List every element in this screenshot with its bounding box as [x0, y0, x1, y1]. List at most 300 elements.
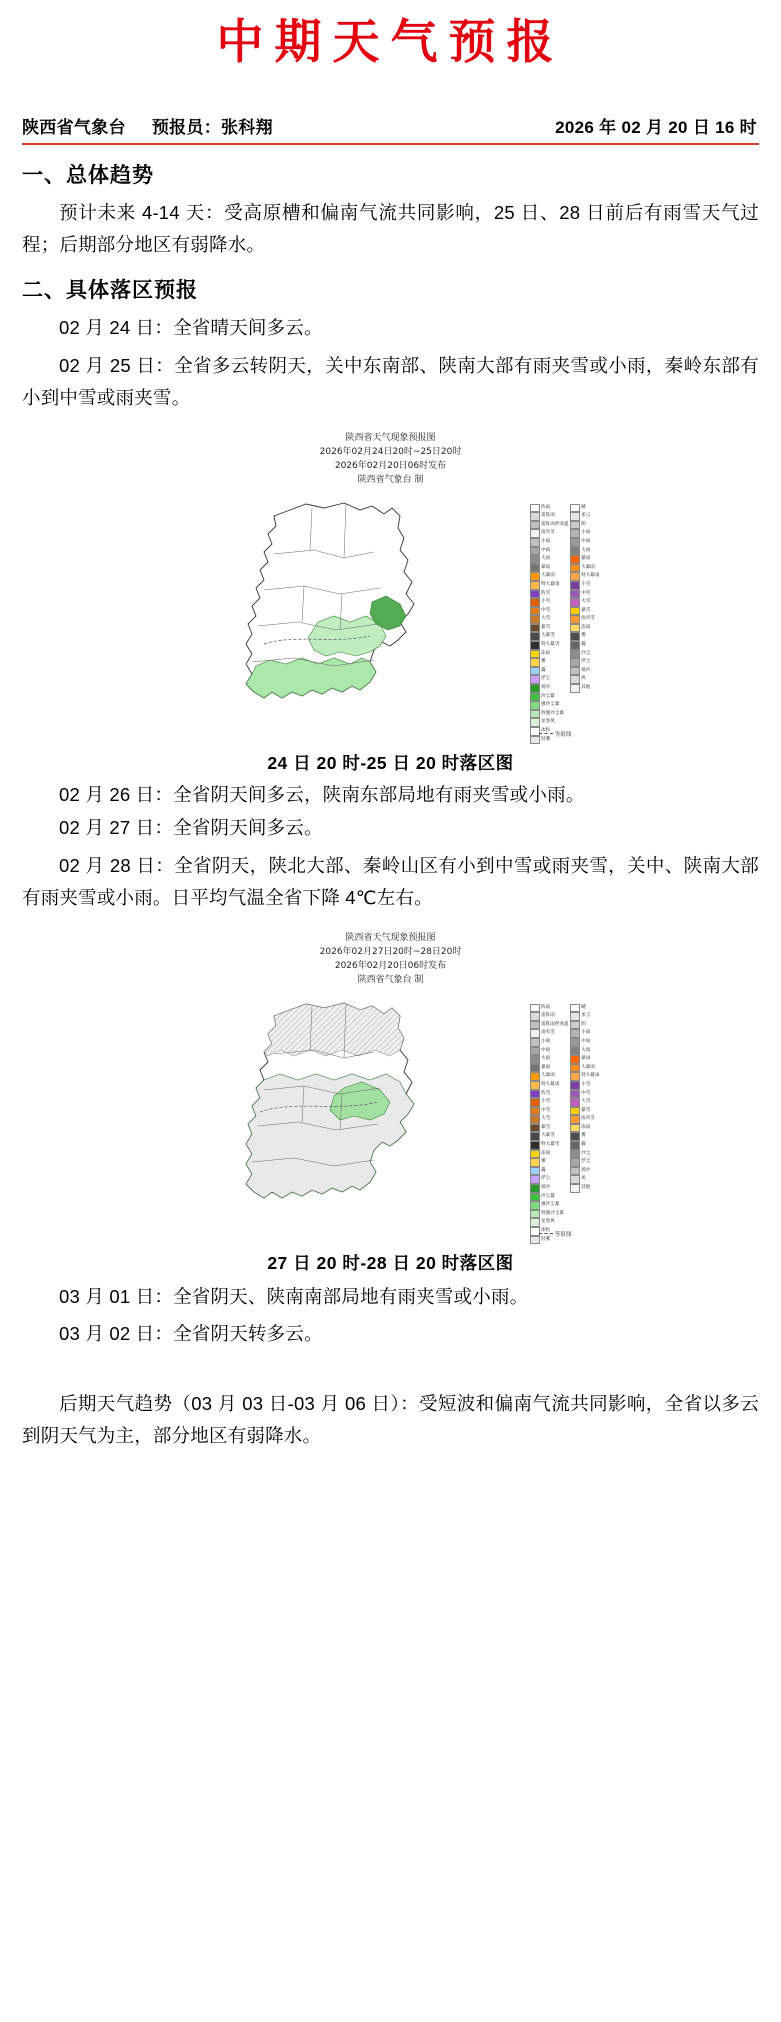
legend-item	[530, 658, 569, 667]
legend-swatch	[570, 1150, 580, 1159]
legend-label: 雷阵雨	[541, 1013, 555, 1019]
legend-item	[570, 650, 600, 659]
legend-item	[570, 1141, 600, 1150]
legend-swatch	[530, 1055, 540, 1064]
legend-swatch	[530, 1047, 540, 1056]
map-2-body	[176, 994, 606, 1244]
legend-swatch	[570, 675, 580, 684]
map-2-header	[176, 924, 606, 988]
legend-label: 霾	[541, 1167, 546, 1173]
legend-swatch	[570, 590, 580, 599]
legend-item	[570, 658, 600, 667]
legend-item	[570, 564, 600, 573]
legend-label: 大暴雨	[541, 573, 555, 579]
document-meta-row	[22, 79, 759, 145]
forecaster-label: 预报员：张科翔	[151, 117, 273, 137]
legend-swatch	[570, 1021, 580, 1030]
legend-swatch	[570, 1072, 580, 1081]
legend-swatch	[570, 529, 580, 538]
legend-label: 特大暴雨	[541, 581, 560, 587]
legend-swatch	[570, 581, 580, 590]
legend-item	[570, 504, 600, 513]
legend-item	[530, 529, 569, 538]
legend-item	[530, 632, 569, 641]
legend-swatch	[530, 1098, 540, 1107]
legend-label: 小雪	[581, 581, 591, 587]
legend-swatch	[530, 1184, 540, 1193]
legend-label: 雾	[541, 659, 546, 665]
legend-item	[530, 607, 569, 616]
legend-label: 中雪	[541, 1107, 551, 1113]
legend-label: 暴雪	[581, 607, 591, 613]
legend-label: 大雨	[541, 1056, 551, 1062]
map-2-caption: 27 日 20 时-28 日 20 时落区图	[267, 1252, 514, 1273]
dashed-line-icon	[539, 733, 553, 734]
legend-item	[530, 581, 569, 590]
legend-item	[570, 675, 600, 684]
legend-label: 雨夹雪	[581, 616, 595, 622]
legend-item	[530, 1098, 569, 1107]
legend-label: 龙卷风	[541, 719, 555, 725]
legend-item	[530, 718, 569, 727]
forecast-day-0225: 02 月 25 日：全省多云转阴天，关中东南部、陕南大部有雨夹雪或小雨，秦岭东部有小到中雪或雨夹雪。	[22, 355, 759, 408]
map-2-legend	[530, 1004, 600, 1245]
legend-label: 大暴雪	[541, 1133, 555, 1139]
legend-label: 冰粒	[541, 1228, 551, 1233]
contour-note-label: 等值线	[554, 1231, 572, 1238]
legend-item	[530, 504, 569, 513]
legend-item	[570, 632, 600, 641]
legend-label: 中雨	[581, 1038, 591, 1044]
legend-label: 小雨	[541, 538, 551, 544]
legend-label: 扬沙	[541, 1185, 551, 1191]
legend-item	[530, 521, 569, 530]
legend-swatch	[530, 641, 540, 650]
legend-item	[570, 1175, 600, 1184]
legend-item	[570, 581, 600, 590]
legend-label: 强沙尘暴	[541, 1202, 560, 1208]
legend-label: 冻雨	[581, 624, 591, 630]
legend-item	[530, 1132, 569, 1141]
legend-label: 其他	[581, 1185, 591, 1191]
legend-swatch	[570, 624, 580, 633]
legend-label: 小雪	[541, 599, 551, 605]
legend-swatch	[570, 1107, 580, 1116]
legend-swatch	[530, 521, 540, 530]
legend-swatch	[530, 1004, 540, 1013]
legend-label: 雨夹雪	[541, 1030, 555, 1036]
legend-swatch	[570, 504, 580, 513]
legend-label: 大暴雨	[581, 564, 595, 570]
legend-swatch	[530, 693, 540, 702]
forecast-day-0224: 02 月 24 日：全省晴天间多云。	[59, 317, 323, 339]
legend-swatch	[570, 1038, 580, 1047]
legend-item	[570, 590, 600, 599]
legend-label: 阴	[581, 1021, 586, 1027]
legend-label: 特大暴雪	[541, 642, 560, 648]
legend-item	[530, 1175, 569, 1184]
legend-label: 沙尘	[581, 1150, 591, 1156]
legend-item	[570, 1072, 600, 1081]
legend-swatch	[530, 590, 540, 599]
section-heading-overall-trend: 一、总体趋势	[22, 163, 154, 187]
legend-item	[530, 1047, 569, 1056]
issuer-label: 陕西省气象台	[22, 117, 126, 137]
map-2-legend-column-left	[530, 1004, 569, 1245]
legend-swatch	[530, 1141, 540, 1150]
legend-label: 雾	[541, 1159, 546, 1165]
legend-label: 雾	[581, 1133, 586, 1139]
legend-item	[570, 1107, 600, 1116]
legend-swatch	[570, 1132, 580, 1141]
legend-item	[570, 1029, 600, 1038]
legend-label: 暴雨	[541, 564, 551, 570]
legend-item	[570, 1081, 600, 1090]
forecast-day-0302: 03 月 02 日：全省阴天转多云。	[59, 1323, 323, 1345]
legend-label: 浮尘	[581, 659, 591, 665]
legend-swatch	[530, 1012, 540, 1021]
legend-item	[530, 624, 569, 633]
legend-label: 中雪	[541, 607, 551, 613]
legend-label: 大雨	[581, 1047, 591, 1053]
legend-swatch	[570, 1115, 580, 1124]
legend-swatch	[570, 641, 580, 650]
legend-swatch	[530, 1107, 540, 1116]
legend-label: 冰粒	[541, 728, 551, 733]
legend-swatch	[530, 581, 540, 590]
legend-label: 龙卷风	[541, 1219, 555, 1225]
map-1-header-line-4: 陕西省气象台 制	[357, 474, 424, 485]
legend-swatch	[570, 1064, 580, 1073]
legend-item	[570, 598, 600, 607]
legend-swatch	[570, 1055, 580, 1064]
legend-item	[530, 1021, 569, 1030]
map-1-legend	[530, 504, 600, 745]
legend-swatch	[530, 529, 540, 538]
legend-item	[570, 521, 600, 530]
forecast-day-0228: 02 月 28 日：全省阴天，陕北大部、秦岭山区有小到中雪或雨夹雪，关中、陕南大部有雨夹雪或小雨。日平均气温全省下降 4℃左右。	[22, 855, 759, 908]
legend-label: 小雨	[581, 530, 591, 536]
forecast-map-figure-2	[22, 924, 759, 1275]
legend-label: 特大暴雨	[581, 1073, 600, 1079]
legend-label: 冻雨	[541, 650, 551, 656]
legend-swatch	[570, 521, 580, 530]
legend-label: 扬沙	[581, 1167, 591, 1173]
legend-item	[530, 512, 569, 521]
legend-item	[530, 1158, 569, 1167]
legend-label: 冻雨	[581, 1124, 591, 1130]
legend-label: 特强沙尘暴	[541, 710, 565, 716]
legend-swatch	[570, 1004, 580, 1013]
legend-swatch	[570, 555, 580, 564]
forecast-day-0226: 02 月 26 日：全省阴天间多云，陕南东部局地有雨夹雪或小雨。	[59, 783, 585, 805]
legend-label: 沙尘	[581, 650, 591, 656]
legend-item	[530, 1012, 569, 1021]
legend-item	[570, 512, 600, 521]
legend-label: 扬沙	[581, 667, 591, 673]
map-1-contour-note	[539, 730, 572, 738]
legend-item	[530, 684, 569, 693]
legend-swatch	[570, 538, 580, 547]
legend-item	[530, 710, 569, 719]
legend-label: 浮尘	[541, 1176, 551, 1182]
legend-swatch	[570, 658, 580, 667]
legend-item	[570, 1124, 600, 1133]
legend-label: 晴	[581, 1004, 586, 1010]
legend-swatch	[530, 1210, 540, 1219]
legend-label: 中雨	[581, 538, 591, 544]
legend-item	[530, 1167, 569, 1176]
legend-label: 中雪	[581, 1090, 591, 1096]
legend-swatch	[570, 1175, 580, 1184]
legend-swatch	[570, 1012, 580, 1021]
legend-swatch	[530, 1124, 540, 1133]
legend-label: 暴雪	[581, 1107, 591, 1113]
legend-label: 霾	[581, 642, 586, 648]
legend-item	[530, 650, 569, 659]
legend-item	[530, 615, 569, 624]
legend-label: 风	[581, 1176, 586, 1182]
map-2-header-line-1: 陕西省天气现象预报图	[345, 932, 436, 943]
legend-swatch	[570, 615, 580, 624]
legend-item	[530, 1072, 569, 1081]
legend-swatch	[530, 512, 540, 521]
legend-item	[570, 1184, 600, 1193]
legend-swatch	[530, 547, 540, 556]
legend-item	[570, 624, 600, 633]
legend-label: 暴雪	[541, 624, 551, 630]
legend-swatch	[530, 615, 540, 624]
legend-item	[530, 538, 569, 547]
legend-item	[530, 598, 569, 607]
legend-swatch	[530, 504, 540, 513]
legend-label: 大雪	[541, 1116, 551, 1122]
section-heading-area-forecast: 二、具体落区预报	[22, 279, 198, 303]
legend-swatch	[530, 1064, 540, 1073]
legend-label: 扬沙	[541, 685, 551, 691]
legend-swatch	[530, 658, 540, 667]
legend-swatch	[530, 1021, 540, 1030]
legend-swatch	[530, 650, 540, 659]
legend-item	[530, 555, 569, 564]
legend-item	[570, 1167, 600, 1176]
legend-item	[530, 1090, 569, 1099]
legend-item	[570, 1021, 600, 1030]
legend-swatch	[530, 1038, 540, 1047]
legend-item	[570, 1115, 600, 1124]
legend-label: 暴雪	[541, 1124, 551, 1130]
legend-swatch	[570, 650, 580, 659]
closing-trend-paragraph: 后期天气趋势（03 月 03 日-03 月 06 日）：受短波和偏南气流共同影响，全省以多云到阴天气为主，部分地区有弱降水。	[22, 1393, 759, 1446]
legend-swatch	[530, 1072, 540, 1081]
legend-label: 沙尘暴	[541, 693, 555, 699]
legend-label: 中雨	[541, 1047, 551, 1053]
legend-swatch	[530, 1090, 540, 1099]
legend-label: 轻雾	[541, 736, 551, 742]
legend-item	[570, 607, 600, 616]
legend-item	[570, 1012, 600, 1021]
legend-swatch	[530, 1201, 540, 1210]
legend-item	[570, 1064, 600, 1073]
map-2-header-line-2: 2026年02月27日20时~28日20时	[319, 946, 462, 957]
legend-swatch	[530, 1115, 540, 1124]
legend-item	[530, 675, 569, 684]
legend-label: 其他	[581, 685, 591, 691]
legend-item	[570, 1090, 600, 1099]
legend-label: 雾	[581, 633, 586, 639]
legend-item	[530, 641, 569, 650]
legend-item	[570, 547, 600, 556]
forecast-day-0227: 02 月 27 日：全省阴天间多云。	[59, 817, 323, 839]
legend-item	[530, 667, 569, 676]
legend-label: 暴雨	[541, 1064, 551, 1070]
legend-item	[530, 547, 569, 556]
legend-label: 雨夹雪	[541, 530, 555, 536]
legend-item	[530, 1201, 569, 1210]
legend-item	[530, 1218, 569, 1227]
legend-item	[530, 1081, 569, 1090]
legend-item	[530, 1107, 569, 1116]
legend-item	[530, 572, 569, 581]
page-title: 中期天气预报	[216, 15, 565, 70]
contour-note-label: 等值线	[554, 731, 572, 738]
legend-item	[530, 1055, 569, 1064]
legend-label: 大雪	[581, 1099, 591, 1105]
map-2-legend-column-right	[570, 1004, 600, 1193]
legend-swatch	[530, 667, 540, 676]
legend-swatch	[530, 710, 540, 719]
legend-swatch	[570, 1124, 580, 1133]
legend-item	[570, 1158, 600, 1167]
legend-swatch	[570, 1090, 580, 1099]
legend-label: 雷阵雨	[541, 513, 555, 519]
legend-label: 轻雾	[541, 1236, 551, 1242]
legend-item	[570, 538, 600, 547]
legend-swatch	[530, 555, 540, 564]
legend-item	[530, 1124, 569, 1133]
map-card-1	[176, 424, 606, 744]
legend-item	[570, 555, 600, 564]
legend-label: 多云	[581, 1013, 591, 1019]
legend-swatch	[530, 1158, 540, 1167]
legend-label: 大雨	[581, 547, 591, 553]
legend-item	[570, 615, 600, 624]
legend-swatch	[530, 1175, 540, 1184]
legend-label: 小雪	[581, 1081, 591, 1087]
legend-item	[530, 1141, 569, 1150]
legend-label: 沙尘暴	[541, 1193, 555, 1199]
legend-label: 暴雨	[581, 556, 591, 562]
legend-item	[570, 529, 600, 538]
legend-item	[570, 1055, 600, 1064]
legend-swatch	[530, 684, 540, 693]
legend-swatch	[570, 1047, 580, 1056]
legend-swatch	[530, 1081, 540, 1090]
legend-label: 浮尘	[541, 676, 551, 682]
legend-label: 多云	[581, 513, 591, 519]
legend-swatch	[530, 1150, 540, 1159]
legend-swatch	[530, 1218, 540, 1227]
map-1-legend-column-right	[570, 504, 600, 693]
legend-swatch	[530, 538, 540, 547]
legend-label: 中雨	[541, 547, 551, 553]
legend-swatch	[530, 675, 540, 684]
bottom-spacer	[22, 1356, 759, 1382]
legend-item	[570, 572, 600, 581]
legend-swatch	[570, 1141, 580, 1150]
legend-label: 大暴雪	[541, 633, 555, 639]
legend-swatch	[570, 1029, 580, 1038]
map-1-header-line-3: 2026年02月20日06时发布	[334, 460, 447, 471]
map-1-header-line-1: 陕西省天气现象预报图	[345, 432, 436, 443]
legend-swatch	[570, 1081, 580, 1090]
legend-swatch	[570, 1184, 580, 1193]
legend-label: 特大暴雨	[581, 573, 600, 579]
shaanxi-province-map-2	[194, 994, 484, 1244]
legend-swatch	[530, 564, 540, 573]
legend-swatch	[530, 1029, 540, 1038]
legend-label: 特大暴雨	[541, 1081, 560, 1087]
shaanxi-province-map-1	[194, 494, 484, 744]
legend-item	[530, 1038, 569, 1047]
map-card-2	[176, 924, 606, 1244]
legend-item	[530, 1184, 569, 1193]
map-2-header-line-3: 2026年02月20日06时发布	[334, 960, 447, 971]
legend-item	[530, 1210, 569, 1219]
legend-item	[530, 590, 569, 599]
legend-label: 强沙尘暴	[541, 702, 560, 708]
legend-swatch	[570, 598, 580, 607]
legend-swatch	[570, 1098, 580, 1107]
legend-item	[530, 1115, 569, 1124]
legend-label: 小雨	[581, 1030, 591, 1036]
legend-swatch	[530, 624, 540, 633]
legend-item	[570, 684, 600, 693]
legend-label: 特大暴雪	[541, 1142, 560, 1148]
legend-swatch	[530, 572, 540, 581]
legend-swatch	[570, 572, 580, 581]
legend-item	[570, 1132, 600, 1141]
legend-swatch	[530, 1193, 540, 1202]
map-2-header-line-4: 陕西省气象台 制	[357, 974, 424, 985]
legend-label: 浮尘	[581, 1159, 591, 1165]
legend-label: 中雪	[581, 590, 591, 596]
legend-item	[570, 1038, 600, 1047]
legend-label: 阵雪	[541, 1090, 551, 1096]
legend-label: 雷阵雨伴冰雹	[541, 1021, 569, 1027]
legend-swatch	[530, 632, 540, 641]
legend-swatch	[570, 564, 580, 573]
issue-datetime: 2026 年 02 月 20 日 16 时	[555, 117, 757, 137]
legend-item	[570, 1098, 600, 1107]
legend-label: 大雪	[541, 616, 551, 622]
legend-swatch	[530, 1167, 540, 1176]
legend-label: 阵雨	[541, 504, 551, 510]
legend-swatch	[570, 512, 580, 521]
overall-trend-paragraph: 预计未来 4-14 天：受高原槽和偏南气流共同影响，25 日、28 日前后有雨雪天气过程；后期部分地区有弱降水。	[22, 201, 759, 255]
legend-label: 雨夹雪	[581, 1116, 595, 1122]
forecast-map-figure-1	[22, 424, 759, 775]
legend-item	[530, 1004, 569, 1013]
legend-label: 阵雨	[541, 1004, 551, 1010]
map-1-legend-column-left	[530, 504, 569, 745]
legend-label: 小雨	[541, 1038, 551, 1044]
map-1-header	[176, 424, 606, 488]
legend-label: 风	[581, 676, 586, 682]
legend-swatch	[570, 632, 580, 641]
legend-swatch	[530, 718, 540, 727]
legend-label: 大暴雨	[541, 1073, 555, 1079]
